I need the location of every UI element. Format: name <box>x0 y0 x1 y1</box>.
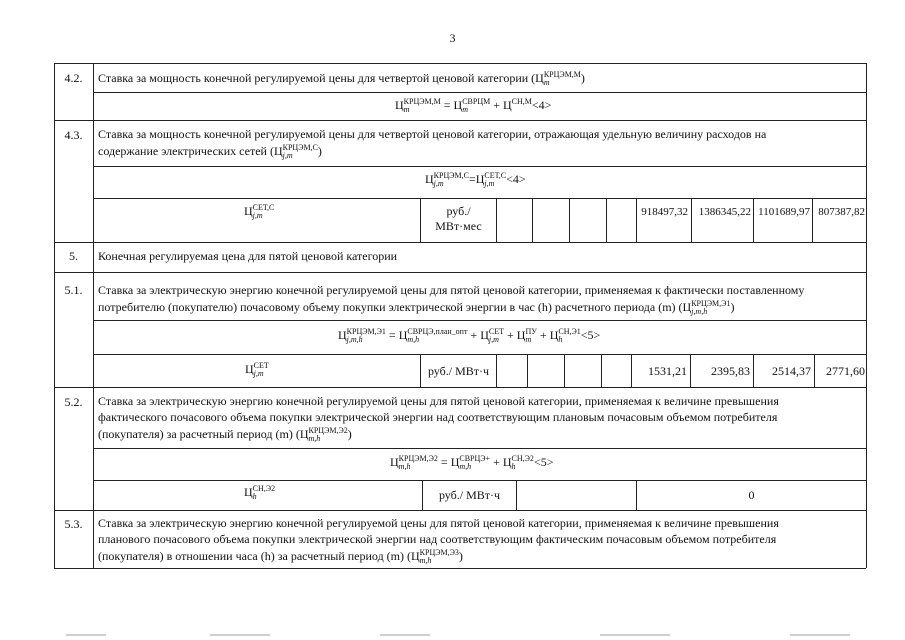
row-5-2-title-line3: (покупателя) за расчетный период (m) (Ц КРЦЭМ,Э2 m,h ) <box>98 426 352 444</box>
formula-5-2: Ц КРЦЭМ,Э2 m,h = Ц СВРЦЭ+ m,h + Ц СН,Э2 h <5> <box>390 454 554 472</box>
unit-4-3-line1: руб./ <box>446 204 471 218</box>
param-name-4-3: Ц СЕТ,С j,m <box>244 203 275 221</box>
row-number-4-3: 4.3. <box>64 128 83 142</box>
scan-artifact <box>790 634 850 636</box>
formula-4-3: Ц КРЦЭМ,С j,m =Ц СЕТ,С j,m <4> <box>425 171 526 189</box>
value-4-3-3: 1101689,97 <box>758 206 810 218</box>
formula-4-2: Ц КРЦЭМ,М m = Ц СВРЦМ m + Ц СН,М <4> <box>395 97 552 115</box>
row-5-2-title-line1: Ставка за электрическую энергию конечной регулируемой цены для пятой ценовой категории, применяемая к величине превышения <box>98 394 779 408</box>
row-5-title: Конечная регулируемая цена для пятой ценовой категории <box>98 249 398 263</box>
row-4-3-title-line1: Ставка за мощность конечной регулируемой цены для четвертой ценовой категории, отражающая удельную величину расходов на <box>98 127 767 141</box>
row-4-3-title-line2: содержание электрических сетей (Ц КРЦЭМ,С j,m ) <box>98 143 322 161</box>
value-4-3-1: 918497,32 <box>641 206 688 218</box>
formula-5-1: Ц КРЦЭМ,Э1 j,m,h = Ц СВРЦЭ,план_опт m,h + Ц СЕТ j,m + Ц ПУ m + Ц СН,Э1 h <5> <box>338 327 601 345</box>
row-number-4-2: 4.2. <box>64 71 83 85</box>
value-4-3-2: 1386345,22 <box>698 206 751 218</box>
value-5-1-2: 2395,83 <box>711 364 750 378</box>
scan-artifact <box>600 634 670 636</box>
param-name-5-1: Ц СЕТ j,m <box>245 361 269 379</box>
value-5-2: 0 <box>748 488 755 502</box>
scan-artifact <box>66 634 106 636</box>
row-4-2-title: Ставка за мощность конечной регулируемой цены для четвертой ценовой категории (Ц КРЦЭМ,М m ) <box>98 70 585 88</box>
row-5-2-title-line2: фактического почасового объема покупки электрической энергии над соответствующим плановым почасовым объемом потребителя <box>98 410 778 424</box>
scan-artifact <box>380 634 430 636</box>
row-5-3-title-line1: Ставка за электрическую энергию конечной регулируемой цены для пятой ценовой категории, применяемая к величине превышения <box>98 516 779 530</box>
row-5-1-title-line2: потребителю (покупателю) почасовому объему покупки электрической энергии в час (h) расчетного периода (m) (Ц КРЦЭМ,Э1 j,m,h ) <box>98 299 735 317</box>
row-number-5-2: 5.2. <box>64 395 83 409</box>
row-5-3-title-line3: (покупателя) в отношении часа (h) за расчетный период (m) (Ц КРЦЭМ,Э3 m,h ) <box>98 548 463 566</box>
unit-5-2: руб./ МВт·ч <box>438 488 501 502</box>
row-5-3-title-line2: планового почасового объема покупки электрической энергии над соответствующим фактическим почасовым объемом потребителя <box>98 532 777 546</box>
value-5-1-4: 2771,60 <box>826 364 865 378</box>
row-number-5-1: 5.1. <box>64 283 83 297</box>
unit-4-3-line2: МВт·мес <box>435 219 482 233</box>
page-number: 3 <box>449 31 456 45</box>
row-number-5: 5. <box>69 249 78 263</box>
row-number-5-3: 5.3. <box>64 517 83 531</box>
value-5-1-3: 2514,37 <box>772 364 811 378</box>
scan-artifact <box>210 634 270 636</box>
value-5-1-1: 1531,21 <box>648 364 687 378</box>
row-5-1-title-line1: Ставка за электрическую энергию конечной регулируемой цены для пятой ценовой категории, применяемая к фактически поставленному <box>98 283 805 297</box>
value-4-3-4: 807387,82 <box>818 206 865 218</box>
unit-5-1: руб./ МВт·ч <box>427 364 490 378</box>
param-name-5-2: Ц СН,Э2 h <box>244 484 276 502</box>
